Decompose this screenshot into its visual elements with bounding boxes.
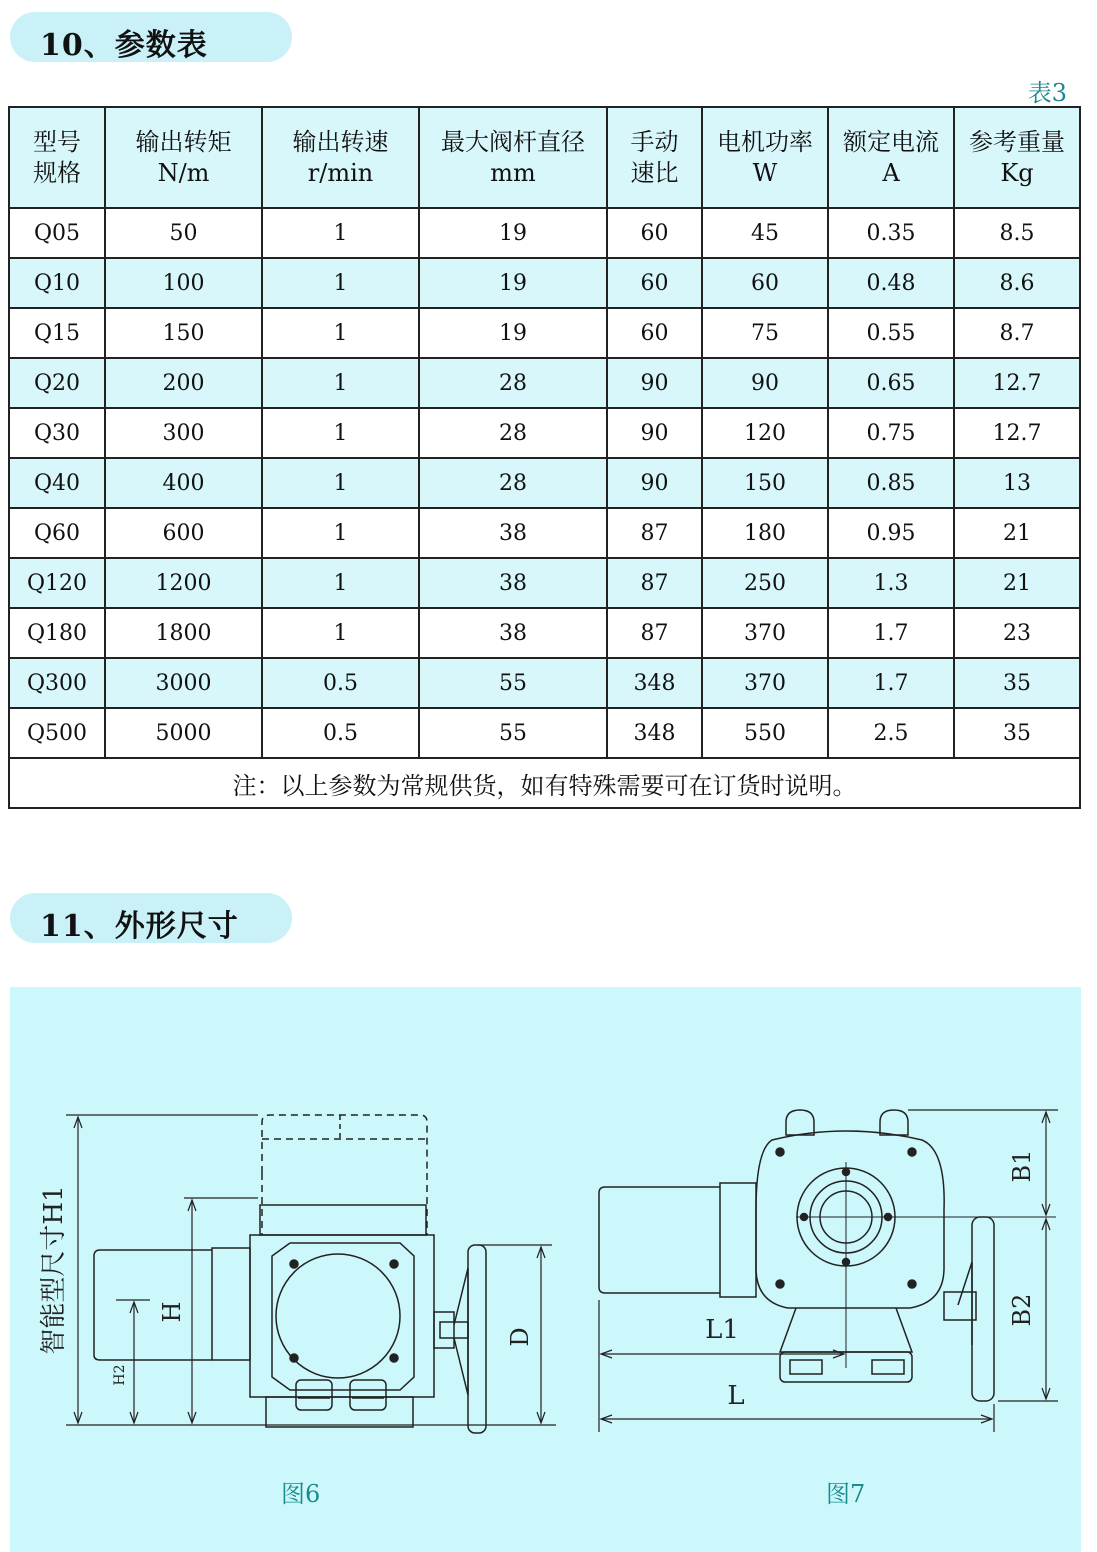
dimension-label-h1: 智能型尺寸H1 xyxy=(39,1185,69,1355)
model-cell: Q15 xyxy=(9,308,105,358)
table-cell: 55 xyxy=(419,658,607,708)
table-cell: 1 xyxy=(262,408,419,458)
table-cell: 35 xyxy=(954,658,1080,708)
table-cell: 8.5 xyxy=(954,208,1080,258)
column-header-title: 电机功率 xyxy=(717,127,813,156)
table-cell: 1200 xyxy=(105,558,262,608)
table-note: 注：以上参数为常规供货，如有特殊需要可在订货时说明。 xyxy=(9,758,1080,808)
table-cell: 1 xyxy=(262,458,419,508)
table-cell: 0.65 xyxy=(828,358,954,408)
figure7-caption: 图7 xyxy=(826,1480,866,1508)
table-cell: 1 xyxy=(262,258,419,308)
table-cell: 28 xyxy=(419,458,607,508)
table-cell: 2.5 xyxy=(828,708,954,758)
table-cell: 90 xyxy=(702,358,828,408)
table-cell: 400 xyxy=(105,458,262,508)
table-cell: 60 xyxy=(607,208,702,258)
table-cell: 1.7 xyxy=(828,608,954,658)
dimension-label-h2: H2 xyxy=(112,1364,128,1386)
column-header-unit: W xyxy=(752,158,778,187)
table-cell: 0.35 xyxy=(828,208,954,258)
model-cell: Q180 xyxy=(9,608,105,658)
dimension-label-d: D xyxy=(506,1327,534,1347)
column-header-title: 参考重量 xyxy=(969,127,1065,156)
table-cell: 90 xyxy=(607,408,702,458)
table-cell: 38 xyxy=(419,558,607,608)
column-header-title: 型号 xyxy=(33,127,81,156)
table-cell: 87 xyxy=(607,558,702,608)
table-cell: 60 xyxy=(607,308,702,358)
table-cell: 60 xyxy=(607,258,702,308)
table-cell: 100 xyxy=(105,258,262,308)
table-cell: 28 xyxy=(419,358,607,408)
table-cell: 35 xyxy=(954,708,1080,758)
table-cell: 5000 xyxy=(105,708,262,758)
table-cell: 150 xyxy=(702,458,828,508)
table-cell: 0.95 xyxy=(828,508,954,558)
table-cell: 0.85 xyxy=(828,458,954,508)
table-cell: 250 xyxy=(702,558,828,608)
table-cell: 600 xyxy=(105,508,262,558)
dimension-label-b1: B1 xyxy=(1008,1149,1036,1183)
table-cell: 38 xyxy=(419,608,607,658)
column-header-title: 最大阀杆直径 xyxy=(441,127,585,156)
table-cell: 1 xyxy=(262,358,419,408)
table-cell: 1 xyxy=(262,508,419,558)
table-cell: 8.6 xyxy=(954,258,1080,308)
table-cell: 300 xyxy=(105,408,262,458)
table-cell: 28 xyxy=(419,408,607,458)
table-cell: 19 xyxy=(419,308,607,358)
column-header-unit: N/m xyxy=(157,158,210,187)
table-cell: 87 xyxy=(607,608,702,658)
model-cell: Q40 xyxy=(9,458,105,508)
table-cell: 23 xyxy=(954,608,1080,658)
table-cell: 120 xyxy=(702,408,828,458)
table-cell: 21 xyxy=(954,508,1080,558)
table-cell: 0.48 xyxy=(828,258,954,308)
dimension-label-h: H xyxy=(158,1301,186,1323)
table-cell: 19 xyxy=(419,208,607,258)
column-header-title: 手动 xyxy=(630,127,679,156)
column-header-title: 额定电流 xyxy=(843,127,939,156)
table-cell: 370 xyxy=(702,608,828,658)
table-number-label: 表3 xyxy=(1027,79,1067,107)
column-header-unit: mm xyxy=(490,158,536,187)
model-cell: Q05 xyxy=(9,208,105,258)
table-cell: 90 xyxy=(607,358,702,408)
table-cell: 12.7 xyxy=(954,358,1080,408)
column-header-title: 输出转速 xyxy=(292,127,389,156)
table-cell: 1 xyxy=(262,208,419,258)
section-title-dimensions: 11、外形尺寸 xyxy=(40,909,239,944)
table-cell: 1800 xyxy=(105,608,262,658)
column-header-unit: Kg xyxy=(1000,158,1034,187)
table-cell: 45 xyxy=(702,208,828,258)
table-cell: 180 xyxy=(702,508,828,558)
dimension-label-l: L xyxy=(727,1381,745,1411)
model-cell: Q30 xyxy=(9,408,105,458)
table-cell: 87 xyxy=(607,508,702,558)
model-cell: Q60 xyxy=(9,508,105,558)
table-cell: 1 xyxy=(262,308,419,358)
table-cell: 50 xyxy=(105,208,262,258)
figure6-drawing xyxy=(66,1115,556,1433)
figure6-caption: 图6 xyxy=(281,1480,321,1508)
table-cell: 55 xyxy=(419,708,607,758)
column-header-unit: 速比 xyxy=(630,158,679,187)
section-title-parameters: 10、参数表 xyxy=(40,28,208,63)
table-cell: 38 xyxy=(419,508,607,558)
table-cell: 0.5 xyxy=(262,658,419,708)
column-header-title: 输出转矩 xyxy=(135,127,232,156)
table-cell: 370 xyxy=(702,658,828,708)
model-cell: Q120 xyxy=(9,558,105,608)
table-cell: 13 xyxy=(954,458,1080,508)
column-header-unit: 规格 xyxy=(33,158,81,187)
table-cell: 3000 xyxy=(105,658,262,708)
table-cell: 90 xyxy=(607,458,702,508)
table-cell: 1 xyxy=(262,608,419,658)
model-cell: Q10 xyxy=(9,258,105,308)
dimension-label-b2: B2 xyxy=(1008,1293,1036,1327)
table-cell: 150 xyxy=(105,308,262,358)
table-cell: 1 xyxy=(262,558,419,608)
table-cell: 21 xyxy=(954,558,1080,608)
model-cell: Q500 xyxy=(9,708,105,758)
table-cell: 348 xyxy=(607,658,702,708)
table-cell: 0.75 xyxy=(828,408,954,458)
table-cell: 0.5 xyxy=(262,708,419,758)
table-cell: 1.3 xyxy=(828,558,954,608)
model-cell: Q20 xyxy=(9,358,105,408)
table-cell: 200 xyxy=(105,358,262,408)
table-cell: 12.7 xyxy=(954,408,1080,458)
table-cell: 1.7 xyxy=(828,658,954,708)
dimension-label-l1: L1 xyxy=(705,1315,739,1345)
table-cell: 60 xyxy=(702,258,828,308)
table-cell: 19 xyxy=(419,258,607,308)
table-cell: 0.55 xyxy=(828,308,954,358)
figure7-drawing xyxy=(599,1110,1058,1432)
column-header-unit: A xyxy=(882,158,900,187)
table-cell: 8.7 xyxy=(954,308,1080,358)
table-cell: 75 xyxy=(702,308,828,358)
column-header-unit: r/min xyxy=(307,158,374,187)
table-cell: 550 xyxy=(702,708,828,758)
table-cell: 348 xyxy=(607,708,702,758)
model-cell: Q300 xyxy=(9,658,105,708)
